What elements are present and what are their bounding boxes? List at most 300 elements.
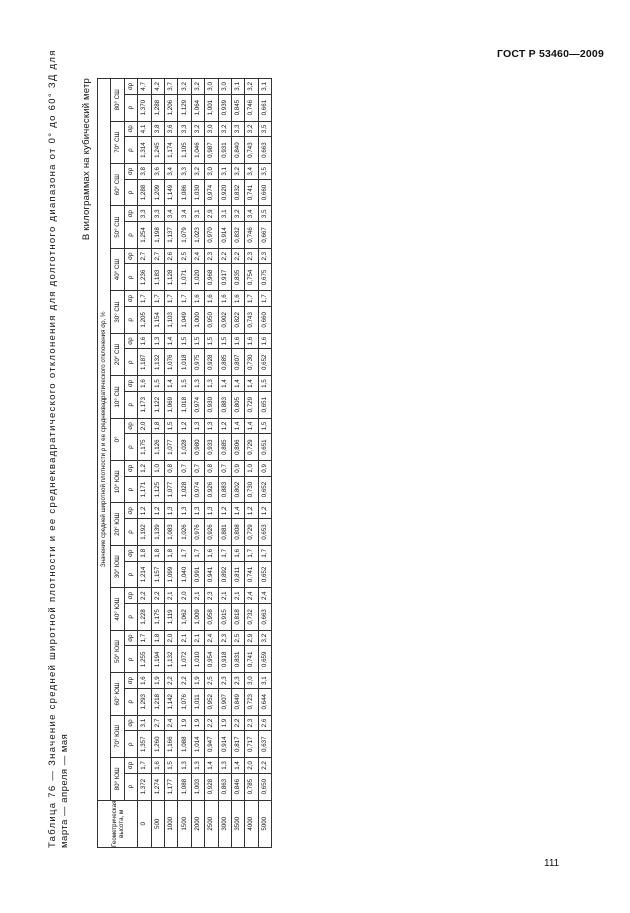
rho-cell: 1,010: [191, 646, 204, 673]
rho-subheader: ρ: [124, 94, 137, 121]
sigma-cell: 1,3: [151, 333, 164, 349]
rho-cell: 0,846: [231, 773, 244, 800]
rho-cell: 1,088: [178, 731, 191, 758]
rho-cell: 0,811: [231, 561, 244, 588]
height-cell: 0: [138, 800, 151, 847]
sigma-subheader: σρ: [124, 461, 137, 477]
rho-cell: 1,014: [191, 731, 204, 758]
rho-subheader: ρ: [124, 349, 137, 376]
rho-cell: 0,881: [218, 519, 231, 546]
sigma-cell: 1,6: [231, 291, 244, 307]
rho-subheader: ρ: [124, 306, 137, 333]
sigma-cell: 3,2: [218, 121, 231, 137]
sigma-cell: 2,2: [218, 248, 231, 264]
sigma-cell: 3,6: [151, 164, 164, 180]
rho-cell: 1,076: [164, 349, 177, 376]
rho-cell: 0,818: [231, 604, 244, 631]
rho-cell: 1,137: [164, 222, 177, 249]
rho-subheader: ρ: [124, 179, 137, 206]
rho-cell: 0,970: [205, 222, 218, 249]
rho-cell: 1,142: [164, 688, 177, 715]
rho-cell: 1,028: [178, 476, 191, 503]
rho-cell: 0,885: [218, 349, 231, 376]
rho-cell: 0,918: [218, 646, 231, 673]
rho-cell: 1,206: [164, 94, 177, 121]
rho-subheader: ρ: [124, 222, 137, 249]
rho-cell: 1,173: [138, 391, 151, 418]
sigma-cell: 1,4: [164, 376, 177, 392]
table-row: [218, 79, 231, 848]
sigma-cell: 2,5: [205, 673, 218, 689]
height-cell: 2000: [191, 800, 204, 847]
sigma-cell: 2,3: [218, 630, 231, 646]
sigma-cell: 2,1: [218, 588, 231, 604]
sigma-cell: 2,0: [178, 588, 191, 604]
rho-cell: 0,746: [245, 94, 258, 121]
rho-cell: 0,817: [231, 731, 244, 758]
rho-cell: 0,958: [205, 604, 218, 631]
sigma-cell: 3,4: [245, 164, 258, 180]
sigma-cell: 1,2: [138, 503, 151, 519]
sigma-cell: 2,6: [164, 248, 177, 264]
sigma-subheader: σρ: [124, 630, 137, 646]
table-body: [138, 79, 272, 848]
sigma-cell: 3,5: [258, 206, 271, 222]
sigma-cell: 3,1: [191, 206, 204, 222]
rho-cell: 0,660: [258, 179, 271, 206]
sigma-cell: 2,0: [164, 630, 177, 646]
sigma-cell: 0,7: [191, 461, 204, 477]
rho-cell: 0,980: [191, 434, 204, 461]
sigma-cell: 3,3: [178, 164, 191, 180]
rho-subheader: ρ: [124, 604, 137, 631]
rho-cell: 0,840: [231, 137, 244, 164]
sigma-subheader: σρ: [124, 164, 137, 180]
height-cell: 3000: [218, 800, 231, 847]
sigma-cell: 2,4: [191, 248, 204, 264]
sigma-cell: 0,8: [205, 461, 218, 477]
rho-cell: 0,661: [258, 94, 271, 121]
sigma-cell: 2,6: [258, 715, 271, 731]
rho-cell: 1,099: [164, 561, 177, 588]
sigma-cell: 1,5: [205, 333, 218, 349]
rho-cell: 1,209: [151, 179, 164, 206]
rho-cell: 0,729: [245, 519, 258, 546]
sigma-cell: 2,3: [258, 248, 271, 264]
sigma-cell: 1,9: [178, 715, 191, 731]
page-number: 111: [544, 858, 560, 869]
rho-cell: 0,717: [245, 731, 258, 758]
rho-cell: 0,954: [205, 646, 218, 673]
rho-cell: 0,939: [218, 94, 231, 121]
rho-cell: 1,154: [151, 306, 164, 333]
rho-cell: 0,808: [231, 519, 244, 546]
rho-cell: 0,952: [205, 688, 218, 715]
rho-subheader: ρ: [124, 773, 137, 800]
rho-subheader: ρ: [124, 434, 137, 461]
latitude-header-row: [111, 79, 124, 848]
latitude-header: 50° ЮШ: [111, 630, 124, 672]
sigma-cell: 1,2: [245, 503, 258, 519]
rho-cell: 1,003: [191, 773, 204, 800]
sigma-cell: 3,0: [245, 673, 258, 689]
sigma-cell: 2,2: [178, 673, 191, 689]
rho-cell: 1,062: [178, 604, 191, 631]
sigma-cell: 3,2: [178, 79, 191, 95]
density-table: [97, 78, 272, 848]
rho-cell: 1,069: [164, 391, 177, 418]
sigma-cell: 2,2: [138, 588, 151, 604]
rho-cell: 1,314: [138, 137, 151, 164]
sigma-cell: 3,4: [164, 164, 177, 180]
sigma-cell: 1,7: [138, 291, 151, 307]
sigma-cell: 1,6: [218, 291, 231, 307]
rho-cell: 1,018: [178, 349, 191, 376]
rho-cell: 1,228: [138, 604, 151, 631]
rho-cell: 0,732: [245, 604, 258, 631]
sigma-cell: 3,0: [205, 121, 218, 137]
sigma-cell: 1,8: [164, 545, 177, 561]
sigma-cell: 1,7: [218, 545, 231, 561]
rho-cell: 0,743: [245, 137, 258, 164]
sigma-subheader: σρ: [124, 418, 137, 434]
rho-cell: 0,915: [218, 604, 231, 631]
rho-cell: 1,122: [151, 391, 164, 418]
sigma-cell: 1,7: [258, 291, 271, 307]
rho-cell: 0,917: [218, 264, 231, 291]
sigma-cell: 3,1: [218, 206, 231, 222]
sigma-cell: 2,7: [151, 248, 164, 264]
rho-cell: 0,974: [205, 179, 218, 206]
height-cell: 5000: [258, 800, 271, 847]
sigma-cell: 1,9: [191, 673, 204, 689]
sigma-cell: 1,2: [151, 503, 164, 519]
rho-cell: 0,974: [191, 476, 204, 503]
sigma-cell: 3,2: [191, 164, 204, 180]
sigma-cell: 3,5: [258, 164, 271, 180]
sigma-cell: 1,4: [164, 333, 177, 349]
sigma-cell: 1,6: [151, 758, 164, 774]
rho-cell: 0,987: [205, 137, 218, 164]
latitude-header: 60° СШ: [111, 164, 124, 206]
sigma-cell: 3,2: [245, 79, 258, 95]
rho-cell: 0,914: [218, 222, 231, 249]
rho-cell: 1,126: [151, 434, 164, 461]
rho-cell: 1,086: [178, 179, 191, 206]
sigma-cell: 2,2: [164, 673, 177, 689]
rho-cell: 0,933: [205, 434, 218, 461]
sigma-cell: 2,1: [191, 630, 204, 646]
sigma-cell: 2,7: [151, 715, 164, 731]
sigma-cell: 3,1: [218, 164, 231, 180]
latitude-header: 10° СШ: [111, 376, 124, 418]
rho-cell: 0,675: [258, 264, 271, 291]
sigma-cell: 2,3: [205, 588, 218, 604]
sigma-subheader: σρ: [124, 588, 137, 604]
sigma-subheader: σρ: [124, 545, 137, 561]
sigma-cell: 1,3: [191, 376, 204, 392]
sigma-cell: 2,1: [178, 630, 191, 646]
rho-cell: 0,928: [205, 349, 218, 376]
rho-subheader: ρ: [124, 731, 137, 758]
rho-cell: 0,926: [205, 519, 218, 546]
sigma-cell: 1,4: [245, 418, 258, 434]
rho-cell: 1,254: [138, 222, 151, 249]
latitude-header: 30° ЮШ: [111, 545, 124, 587]
rho-cell: 0,974: [191, 391, 204, 418]
rho-cell: 1,214: [138, 561, 151, 588]
sigma-cell: 4,7: [138, 79, 151, 95]
rho-cell: 0,743: [245, 306, 258, 333]
sigma-cell: 1,5: [164, 758, 177, 774]
sigma-cell: 1,2: [218, 503, 231, 519]
sigma-cell: 1,7: [258, 545, 271, 561]
rho-cell: 1,001: [205, 94, 218, 121]
rho-cell: 0,975: [191, 349, 204, 376]
sigma-cell: 2,4: [245, 588, 258, 604]
rho-cell: 0,754: [245, 264, 258, 291]
sigma-cell: 2,1: [191, 588, 204, 604]
sigma-cell: 1,2: [178, 418, 191, 434]
rho-cell: 1,171: [138, 476, 151, 503]
sigma-cell: 2,2: [258, 758, 271, 774]
sigma-cell: 1,7: [138, 758, 151, 774]
sigma-cell: 1,8: [151, 630, 164, 646]
sigma-cell: 0,9: [258, 461, 271, 477]
sigma-cell: 1,5: [164, 418, 177, 434]
rho-cell: 1,040: [178, 561, 191, 588]
rho-cell: 0,907: [218, 688, 231, 715]
sigma-cell: 3,2: [231, 206, 244, 222]
sigma-cell: 3,1: [138, 715, 151, 731]
rho-cell: 0,883: [218, 391, 231, 418]
latitude-header: 40° СШ: [111, 248, 124, 290]
rho-cell: 0,659: [258, 646, 271, 673]
latitude-header: 80° ЮШ: [111, 758, 124, 800]
latitude-header: 70° СШ: [111, 121, 124, 163]
rho-cell: 0,806: [231, 434, 244, 461]
sigma-cell: 1,8: [138, 545, 151, 561]
rho-cell: 1,077: [164, 476, 177, 503]
rho-cell: 0,807: [231, 349, 244, 376]
rho-cell: 1,072: [178, 646, 191, 673]
rho-cell: 1,194: [151, 646, 164, 673]
rho-cell: 0,928: [205, 773, 218, 800]
sigma-cell: 1,5: [258, 418, 271, 434]
rho-cell: 1,132: [164, 646, 177, 673]
sigma-cell: 1,3: [178, 503, 191, 519]
sigma-cell: 1,0: [151, 461, 164, 477]
sigma-cell: 1,7: [245, 291, 258, 307]
rho-cell: 0,652: [258, 561, 271, 588]
rho-cell: 1,009: [191, 604, 204, 631]
rho-cell: 0,741: [245, 561, 258, 588]
sigma-cell: 1,7: [138, 630, 151, 646]
rho-cell: 1,023: [191, 222, 204, 249]
table-row: [151, 79, 164, 848]
height-cell: 3500: [231, 800, 244, 847]
sigma-cell: 1,4: [218, 376, 231, 392]
rho-cell: 0,741: [245, 179, 258, 206]
sigma-subheader: σρ: [124, 673, 137, 689]
rho-cell: 0,920: [218, 179, 231, 206]
sigma-cell: 3,1: [258, 79, 271, 95]
rho-cell: 0,931: [218, 137, 231, 164]
rho-cell: 1,020: [191, 264, 204, 291]
sigma-subheader: σρ: [124, 758, 137, 774]
rho-cell: 1,187: [138, 349, 151, 376]
sigma-cell: 3,0: [218, 79, 231, 95]
sigma-subheader: σρ: [124, 248, 137, 264]
rho-cell: 0,892: [218, 561, 231, 588]
sigma-subheader: σρ: [124, 291, 137, 307]
sigma-cell: 1,7: [191, 545, 204, 561]
rho-cell: 1,028: [178, 434, 191, 461]
rho-cell: 0,651: [258, 434, 271, 461]
rho-cell: 0,741: [245, 646, 258, 673]
rho-cell: 1,076: [178, 688, 191, 715]
rho-cell: 1,274: [151, 773, 164, 800]
rho-cell: 1,174: [164, 137, 177, 164]
sigma-cell: 3,8: [151, 121, 164, 137]
latitude-header: 10° ЮШ: [111, 461, 124, 503]
rho-cell: 0,805: [231, 391, 244, 418]
rho-cell: 0,802: [231, 476, 244, 503]
rho-cell: 1,083: [164, 519, 177, 546]
rho-cell: 0,652: [258, 349, 271, 376]
rho-subheader: ρ: [124, 264, 137, 291]
units-note: В килограммах на кубический метр: [81, 78, 92, 241]
rho-cell: 1,079: [178, 222, 191, 249]
sigma-cell: 1,4: [231, 758, 244, 774]
sigma-cell: 1,8: [151, 545, 164, 561]
sigma-cell: 3,1: [258, 673, 271, 689]
rho-cell: 1,071: [178, 264, 191, 291]
rho-cell: 0,914: [218, 731, 231, 758]
sigma-cell: 3,0: [205, 79, 218, 95]
table-row: [178, 79, 191, 848]
rho-cell: 0,845: [231, 94, 244, 121]
sigma-subheader: σρ: [124, 333, 137, 349]
sigma-cell: 1,4: [231, 376, 244, 392]
sigma-cell: 3,6: [164, 121, 177, 137]
rho-cell: 1,183: [151, 264, 164, 291]
height-cell: 1500: [178, 800, 191, 847]
rho-cell: 0,902: [218, 306, 231, 333]
sigma-cell: 1,6: [245, 333, 258, 349]
rho-subheader: ρ: [124, 646, 137, 673]
sigma-cell: 1,4: [231, 418, 244, 434]
sigma-cell: 1,7: [178, 291, 191, 307]
sigma-cell: 1,9: [218, 715, 231, 731]
sigma-cell: 1,4: [245, 376, 258, 392]
sigma-subheader: σρ: [124, 79, 137, 95]
sigma-cell: 2,9: [205, 206, 218, 222]
table-caption-season: марта — апреля — мая: [59, 733, 70, 848]
table-row: [138, 79, 151, 848]
height-cell: 500: [151, 800, 164, 847]
sigma-cell: 1,3: [218, 758, 231, 774]
sigma-cell: 1,6: [258, 333, 271, 349]
rho-subheader: ρ: [124, 688, 137, 715]
rho-cell: 0,976: [191, 519, 204, 546]
latitude-header: 70° ЮШ: [111, 715, 124, 757]
sigma-cell: 2,2: [151, 588, 164, 604]
rho-subheader: ρ: [124, 476, 137, 503]
sigma-cell: 2,4: [258, 588, 271, 604]
rho-cell: 1,103: [164, 306, 177, 333]
rho-cell: 1,064: [191, 94, 204, 121]
rho-cell: 1,128: [164, 264, 177, 291]
rho-cell: 1,372: [138, 773, 151, 800]
rho-cell: 0,883: [218, 476, 231, 503]
rho-cell: 0,652: [258, 476, 271, 503]
rho-cell: 1,077: [164, 434, 177, 461]
rho-cell: 0,863: [218, 773, 231, 800]
rho-cell: 0,832: [231, 179, 244, 206]
height-cell: 1000: [164, 800, 177, 847]
sigma-cell: 3,2: [231, 164, 244, 180]
rho-cell: 0,941: [205, 561, 218, 588]
rho-cell: 1,288: [151, 94, 164, 121]
rho-cell: 1,192: [138, 519, 151, 546]
rho-cell: 1,357: [138, 731, 151, 758]
rho-cell: 0,653: [258, 519, 271, 546]
sigma-cell: 1,9: [191, 715, 204, 731]
rho-cell: 1,018: [178, 391, 191, 418]
rho-cell: 1,370: [138, 94, 151, 121]
sigma-cell: 1,3: [164, 503, 177, 519]
rho-cell: 1,119: [164, 604, 177, 631]
group-header: Значение средней широтной плотности ρ и ее среднеквадратического отклонения σρ, %: [98, 79, 111, 801]
sigma-cell: 1,3: [191, 503, 204, 519]
rho-cell: 0,663: [258, 604, 271, 631]
rho-cell: 1,132: [151, 349, 164, 376]
sigma-subheader: σρ: [124, 121, 137, 137]
height-cell: 4000: [245, 800, 258, 847]
rho-cell: 0,926: [205, 476, 218, 503]
rho-cell: 1,129: [178, 94, 191, 121]
sigma-cell: 3,2: [245, 121, 258, 137]
rho-cell: 0,730: [245, 476, 258, 503]
sigma-cell: 1,6: [231, 333, 244, 349]
sigma-cell: 0,9: [231, 461, 244, 477]
sigma-cell: 1,3: [205, 503, 218, 519]
sigma-cell: 2,0: [138, 418, 151, 434]
rho-cell: 1,139: [151, 519, 164, 546]
sigma-cell: 1,3: [205, 418, 218, 434]
rho-cell: 0,746: [245, 222, 258, 249]
rho-cell: 0,950: [205, 306, 218, 333]
rho-cell: 0,660: [258, 306, 271, 333]
rho-cell: 0,849: [231, 688, 244, 715]
sigma-cell: 1,4: [231, 503, 244, 519]
sigma-cell: 1,7: [151, 291, 164, 307]
table-row: [231, 79, 244, 848]
rho-cell: 1,198: [151, 222, 164, 249]
sigma-cell: 0,7: [218, 461, 231, 477]
rho-cell: 0,729: [245, 434, 258, 461]
sigma-cell: 1,5: [218, 333, 231, 349]
sigma-cell: 3,0: [205, 164, 218, 180]
table-row: [205, 79, 218, 848]
rho-cell: 1,175: [138, 434, 151, 461]
sigma-cell: 1,5: [178, 333, 191, 349]
sigma-cell: 3,2: [258, 630, 271, 646]
sigma-cell: 3,1: [231, 79, 244, 95]
latitude-header: 80° СШ: [111, 79, 124, 122]
rho-cell: 1,030: [191, 179, 204, 206]
